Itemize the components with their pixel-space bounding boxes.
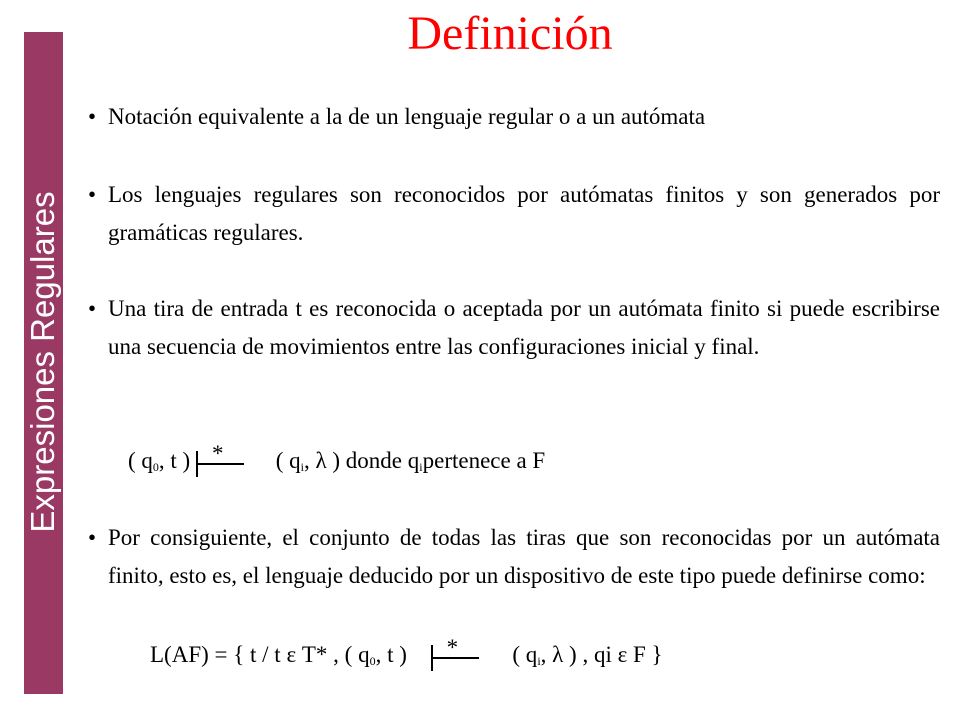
bullet-marker: • bbox=[88, 525, 97, 550]
formula-part: , t ) bbox=[375, 642, 407, 667]
formula-subscript: i bbox=[300, 460, 304, 474]
turnstile-star: * bbox=[446, 634, 459, 660]
formula-part: pertenece a F bbox=[422, 448, 546, 473]
bullet-marker: • bbox=[88, 182, 97, 207]
turnstile-symbol bbox=[431, 634, 479, 671]
formula-part: , λ ) , qi ε F } bbox=[540, 642, 663, 667]
language-definition-formula bbox=[150, 634, 663, 671]
bullet-text: Notación equivalente a la de un lenguaje regular o a un autómata bbox=[108, 104, 706, 129]
formula-part: , λ ) donde q bbox=[304, 448, 420, 473]
formula-part: ( q bbox=[512, 642, 538, 667]
formula-part: ( q bbox=[128, 448, 153, 473]
turnstile-symbol bbox=[196, 440, 244, 477]
formula-part: , t ) bbox=[158, 448, 191, 473]
bullet-marker: • bbox=[88, 104, 97, 129]
bullet-text: Los lenguajes regulares son reconocidos por autómatas finitos y son generados por gramáticas regulares. bbox=[108, 182, 940, 245]
formula-subscript: 0 bbox=[369, 654, 376, 668]
bullet-item-1 bbox=[88, 98, 940, 136]
turnstile-star: * bbox=[211, 440, 224, 466]
bullet-text: Por consiguiente, el conjunto de todas las tiras que son reconocidas por un autómata finito, esto es, el lenguaje deducido por un dispositivo de este tipo puede definirse como: bbox=[108, 525, 940, 588]
derivation-formula bbox=[128, 440, 546, 477]
formula-part: ( q bbox=[275, 448, 301, 473]
bullet-item-2 bbox=[88, 176, 940, 252]
bullet-text: Una tira de entrada t es reconocida o aceptada por un autómata finito si puede escribirse una secuencia de movimientos entre las configuraciones inicial y final. bbox=[108, 296, 940, 359]
formula-subscript: i bbox=[419, 460, 423, 474]
bullet-item-3 bbox=[88, 290, 940, 366]
page-title: Definición bbox=[407, 7, 613, 60]
formula-subscript: 0 bbox=[152, 460, 159, 474]
bullet-marker: • bbox=[88, 296, 97, 321]
formula-part: L(AF) = { t / t ε T* , ( q bbox=[150, 642, 370, 667]
sidebar-label: Expresiones Regulares bbox=[24, 191, 61, 533]
bullet-item-4 bbox=[88, 519, 940, 595]
formula-subscript: i bbox=[537, 654, 541, 668]
